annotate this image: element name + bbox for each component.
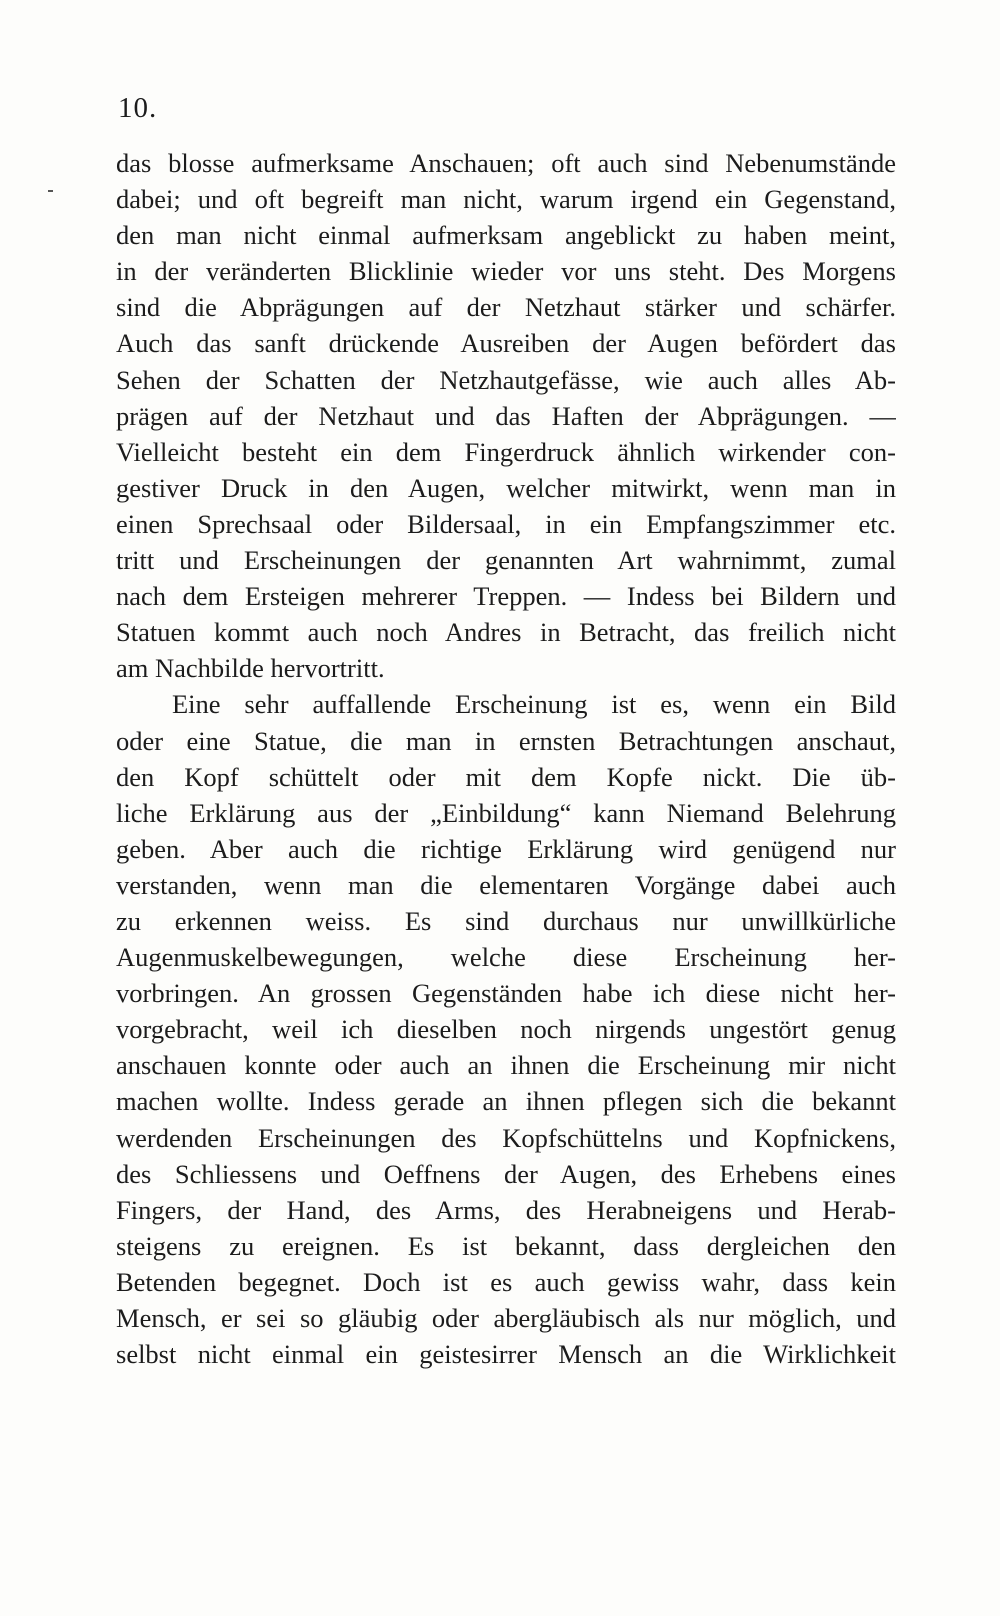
text-line: Fingers, der Hand, des Arms, des Herabneigens und Herab- <box>116 1194 896 1225</box>
text-line: gestiver Druck in den Augen, welcher mitwirkt, wenn man in <box>116 472 896 503</box>
text-line: werdenden Erscheinungen des Kopfschüttelns und Kopfnickens, <box>116 1122 896 1153</box>
text-line: vorbringen. An grossen Gegenständen habe ich diese nicht her- <box>116 978 896 1009</box>
text-line: das blosse aufmerksame Anschauen; oft auch sind Nebenumstände <box>116 148 896 178</box>
text-line: verstanden, wenn man die elementaren Vorgänge dabei auch <box>116 869 896 900</box>
text-line: am Nachbilde hervortritt. <box>116 653 385 684</box>
text-line: Augenmuskelbewegungen, welche diese Erscheinung her- <box>116 942 896 973</box>
body-text <box>116 145 896 1372</box>
text-line: selbst nicht einmal ein geistesirrer Mensch an die Wirklichkeit <box>116 1339 896 1370</box>
text-line: Betenden begegnet. Doch ist es auch gewiss wahr, dass kein <box>116 1266 896 1297</box>
text-line: Auch das sanft drückende Ausreiben der Augen befördert das <box>116 328 896 359</box>
text-line: steigens zu ereignen. Es ist bekannt, dass dergleichen den <box>116 1230 896 1261</box>
text-line: einen Sprechsaal oder Bildersaal, in ein Empfangszimmer etc. <box>116 508 896 539</box>
margin-mark <box>48 190 53 192</box>
text-line: dabei; und oft begreift man nicht, warum irgend ein Gegenstand, <box>116 184 896 215</box>
text-line: in der veränderten Blicklinie wieder vor uns steht. Des Morgens <box>116 256 896 287</box>
text-line: Sehen der Schatten der Netzhautgefässe, wie auch alles Ab- <box>116 364 896 395</box>
text-line: prägen auf der Netzhaut und das Haften der Abprägungen. — <box>116 400 896 431</box>
text-line: anschauen konnte oder auch an ihnen die Erscheinung mir nicht <box>116 1050 896 1081</box>
text-line: vorgebracht, weil ich dieselben noch nirgends ungestört genug <box>116 1014 896 1045</box>
text-line: den man nicht einmal aufmerksam angeblickt zu haben meint, <box>116 220 896 251</box>
text-line: sind die Abprägungen auf der Netzhaut stärker und schärfer. <box>116 292 896 323</box>
page-number: 10. <box>118 92 158 124</box>
text-line: zu erkennen weiss. Es sind durchaus nur unwillkürliche <box>116 905 896 936</box>
text-line: oder eine Statue, die man in ernsten Betrachtungen anschaut, <box>116 725 896 756</box>
text-line: den Kopf schüttelt oder mit dem Kopfe nickt. Die üb- <box>116 761 896 792</box>
text-line: tritt und Erscheinungen der genannten Art wahrnimmt, zumal <box>116 545 896 576</box>
text-line: des Schliessens und Oeffnens der Augen, des Erhebens eines <box>116 1158 896 1189</box>
text-line: liche Erklärung aus der „Einbildung“ kann Niemand Belehrung <box>116 797 896 828</box>
text-line: geben. Aber auch die richtige Erklärung wird genügend nur <box>116 833 896 864</box>
text-line: Mensch, er sei so gläubig oder abergläubisch als nur möglich, und <box>116 1303 896 1333</box>
text-line: Statuen kommt auch noch Andres in Betracht, das freilich nicht <box>116 617 896 648</box>
text-line: Vielleicht besteht ein dem Fingerdruck ähnlich wirkender con- <box>116 436 896 467</box>
paragraph-first-line: Eine sehr auffallende Erscheinung ist es, wenn ein Bild <box>172 689 896 720</box>
text-line: machen wollte. Indess gerade an ihnen pflegen sich die bekannt <box>116 1086 896 1117</box>
text-line: nach dem Ersteigen mehrerer Treppen. — Indess bei Bildern und <box>116 581 896 612</box>
